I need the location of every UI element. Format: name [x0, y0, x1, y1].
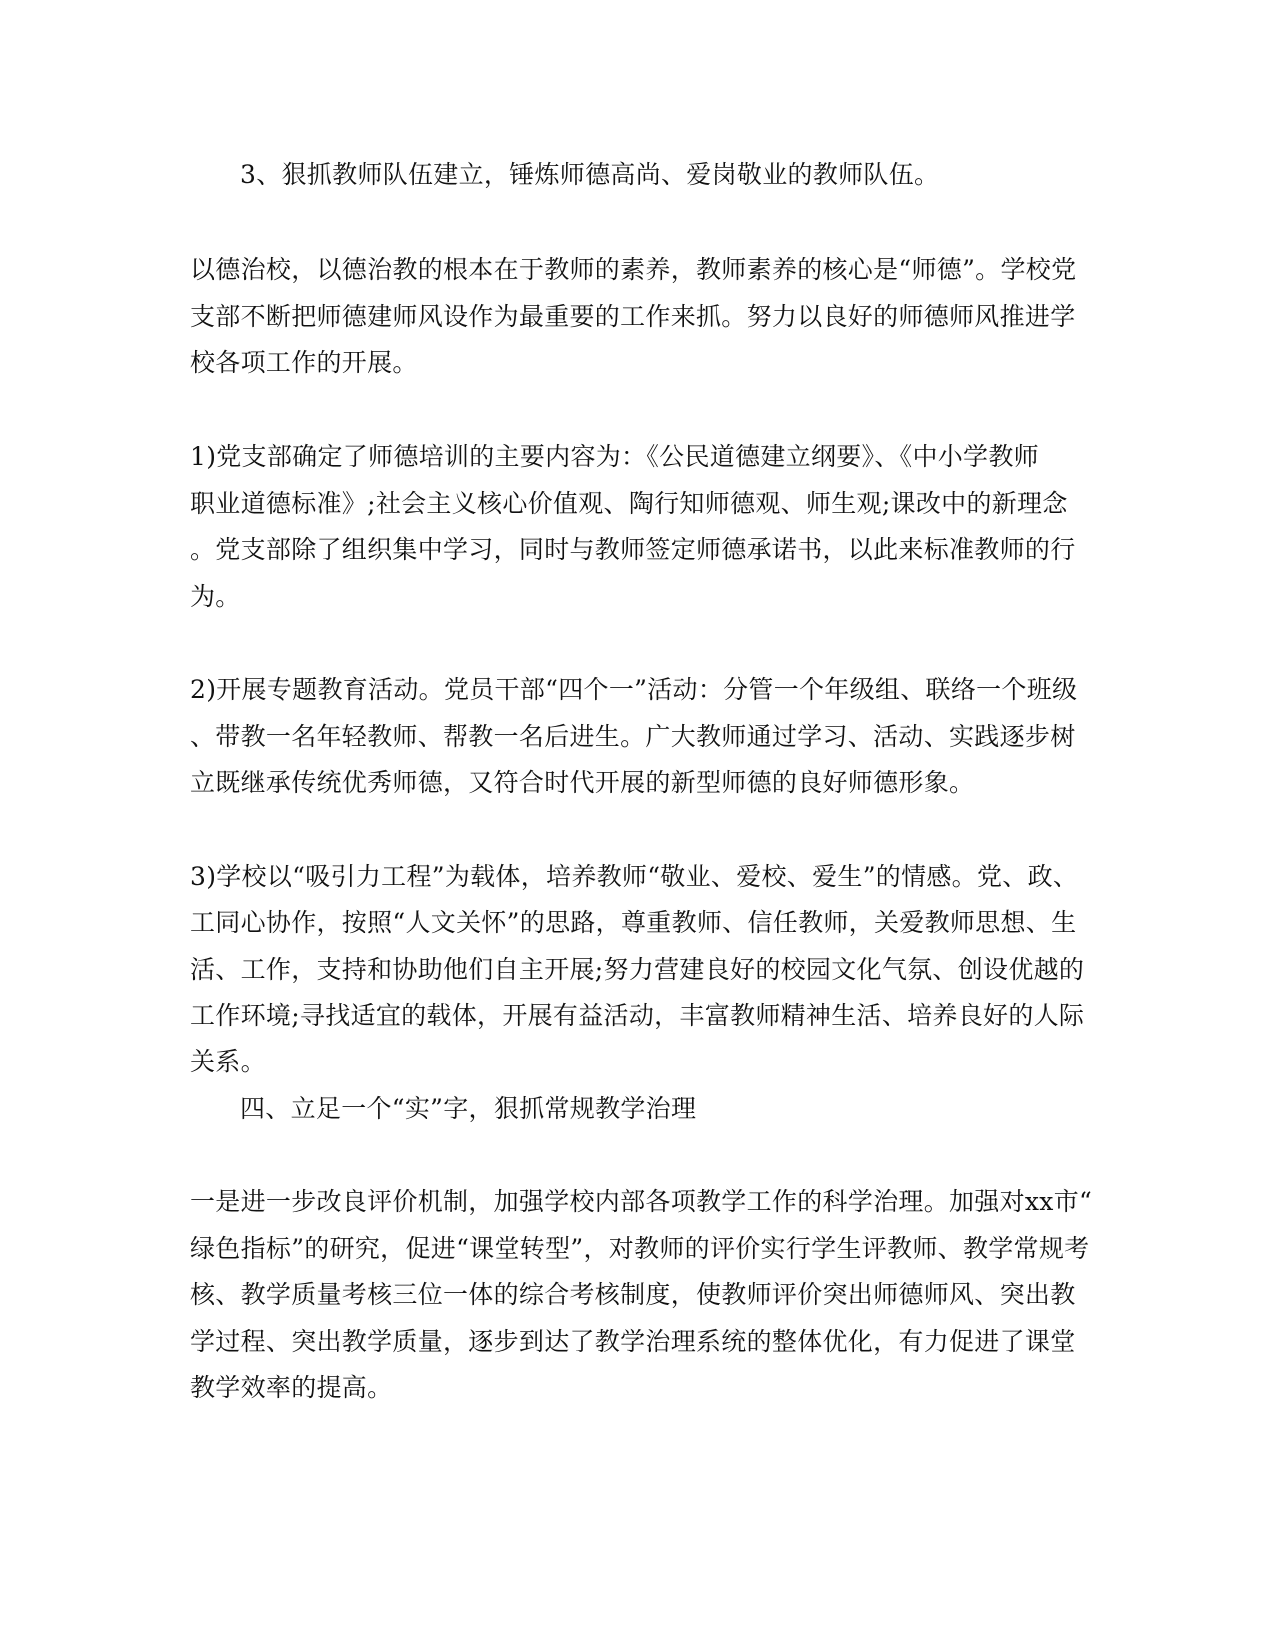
paragraph-line: 活、工作，支持和协助他们自主开展;努力营建良好的校园文化气氛、创设优越的 [190, 955, 1085, 984]
paragraph-line: 一是进一步改良评价机制，加强学校内部各项教学工作的科学治理。加强对xx市“ [190, 1187, 1093, 1216]
paragraph-line: 教学效率的提高。 [190, 1373, 393, 1402]
paragraph-line: 3)学校以“吸引力工程”为载体，培养教师“敬业、爱校、爱生”的情感。党、政、 [190, 862, 1079, 891]
paragraph-line: 为。 [190, 582, 241, 611]
paragraph-line: 核、教学质量考核三位一体的综合考核制度，使教师评价突出师德师风、突出教 [190, 1280, 1076, 1309]
paragraph-line: 立既继承传统优秀师德，又符合时代开展的新型师德的良好师德形象。 [190, 768, 975, 797]
paragraph-line: 1)党支部确定了师德培训的主要内容为：《公民道德建立纲要》、《中小学教师 [190, 442, 1039, 471]
section-heading-teaching-management: 四、立足一个“实”字，狠抓常规教学治理 [240, 1094, 697, 1123]
paragraph-line: 2)开展专题教育活动。党员干部“四个一”活动：分管一个年级组、联络一个班级 [190, 675, 1078, 704]
paragraph-line: 支部不断把师德建师风设作为最重要的工作来抓。努力以良好的师德师风推进学 [190, 302, 1076, 331]
paragraph-line: 、带教一名年轻教师、帮教一名后进生。广大教师通过学习、活动、实践逐步树 [190, 722, 1076, 751]
paragraph-line: 校各项工作的开展。 [190, 348, 418, 377]
paragraph-line: 以德治校，以德治教的根本在于教师的素养，教师素养的核心是“师德”。学校党 [190, 255, 1077, 284]
paragraph-line: 关系。 [190, 1047, 266, 1076]
paragraph-line: 。党支部除了组织集中学习，同时与教师签定师德承诺书，以此来标准教师的行 [190, 535, 1076, 564]
paragraph-line: 职业道德标准》;社会主义核心价值观、陶行知师德观、师生观;课改中的新理念 [190, 489, 1068, 518]
paragraph-line: 工作环境;寻找适宜的载体，开展有益活动，丰富教师精神生活、培养良好的人际 [190, 1001, 1085, 1030]
section-heading-teacher-team: 3、狠抓教师队伍建立，锤炼师德高尚、爱岗敬业的教师队伍。 [240, 160, 940, 189]
paragraph-line: 工同心协作，按照“人文关怀”的思路，尊重教师、信任教师，关爱教师思想、生 [190, 908, 1077, 937]
paragraph-line: 绿色指标”的研究，促进“课堂转型”，对教师的评价实行学生评教师、教学常规考 [190, 1234, 1090, 1263]
paragraph-line: 学过程、突出教学质量，逐步到达了教学治理系统的整体优化，有力促进了课堂 [190, 1327, 1076, 1356]
